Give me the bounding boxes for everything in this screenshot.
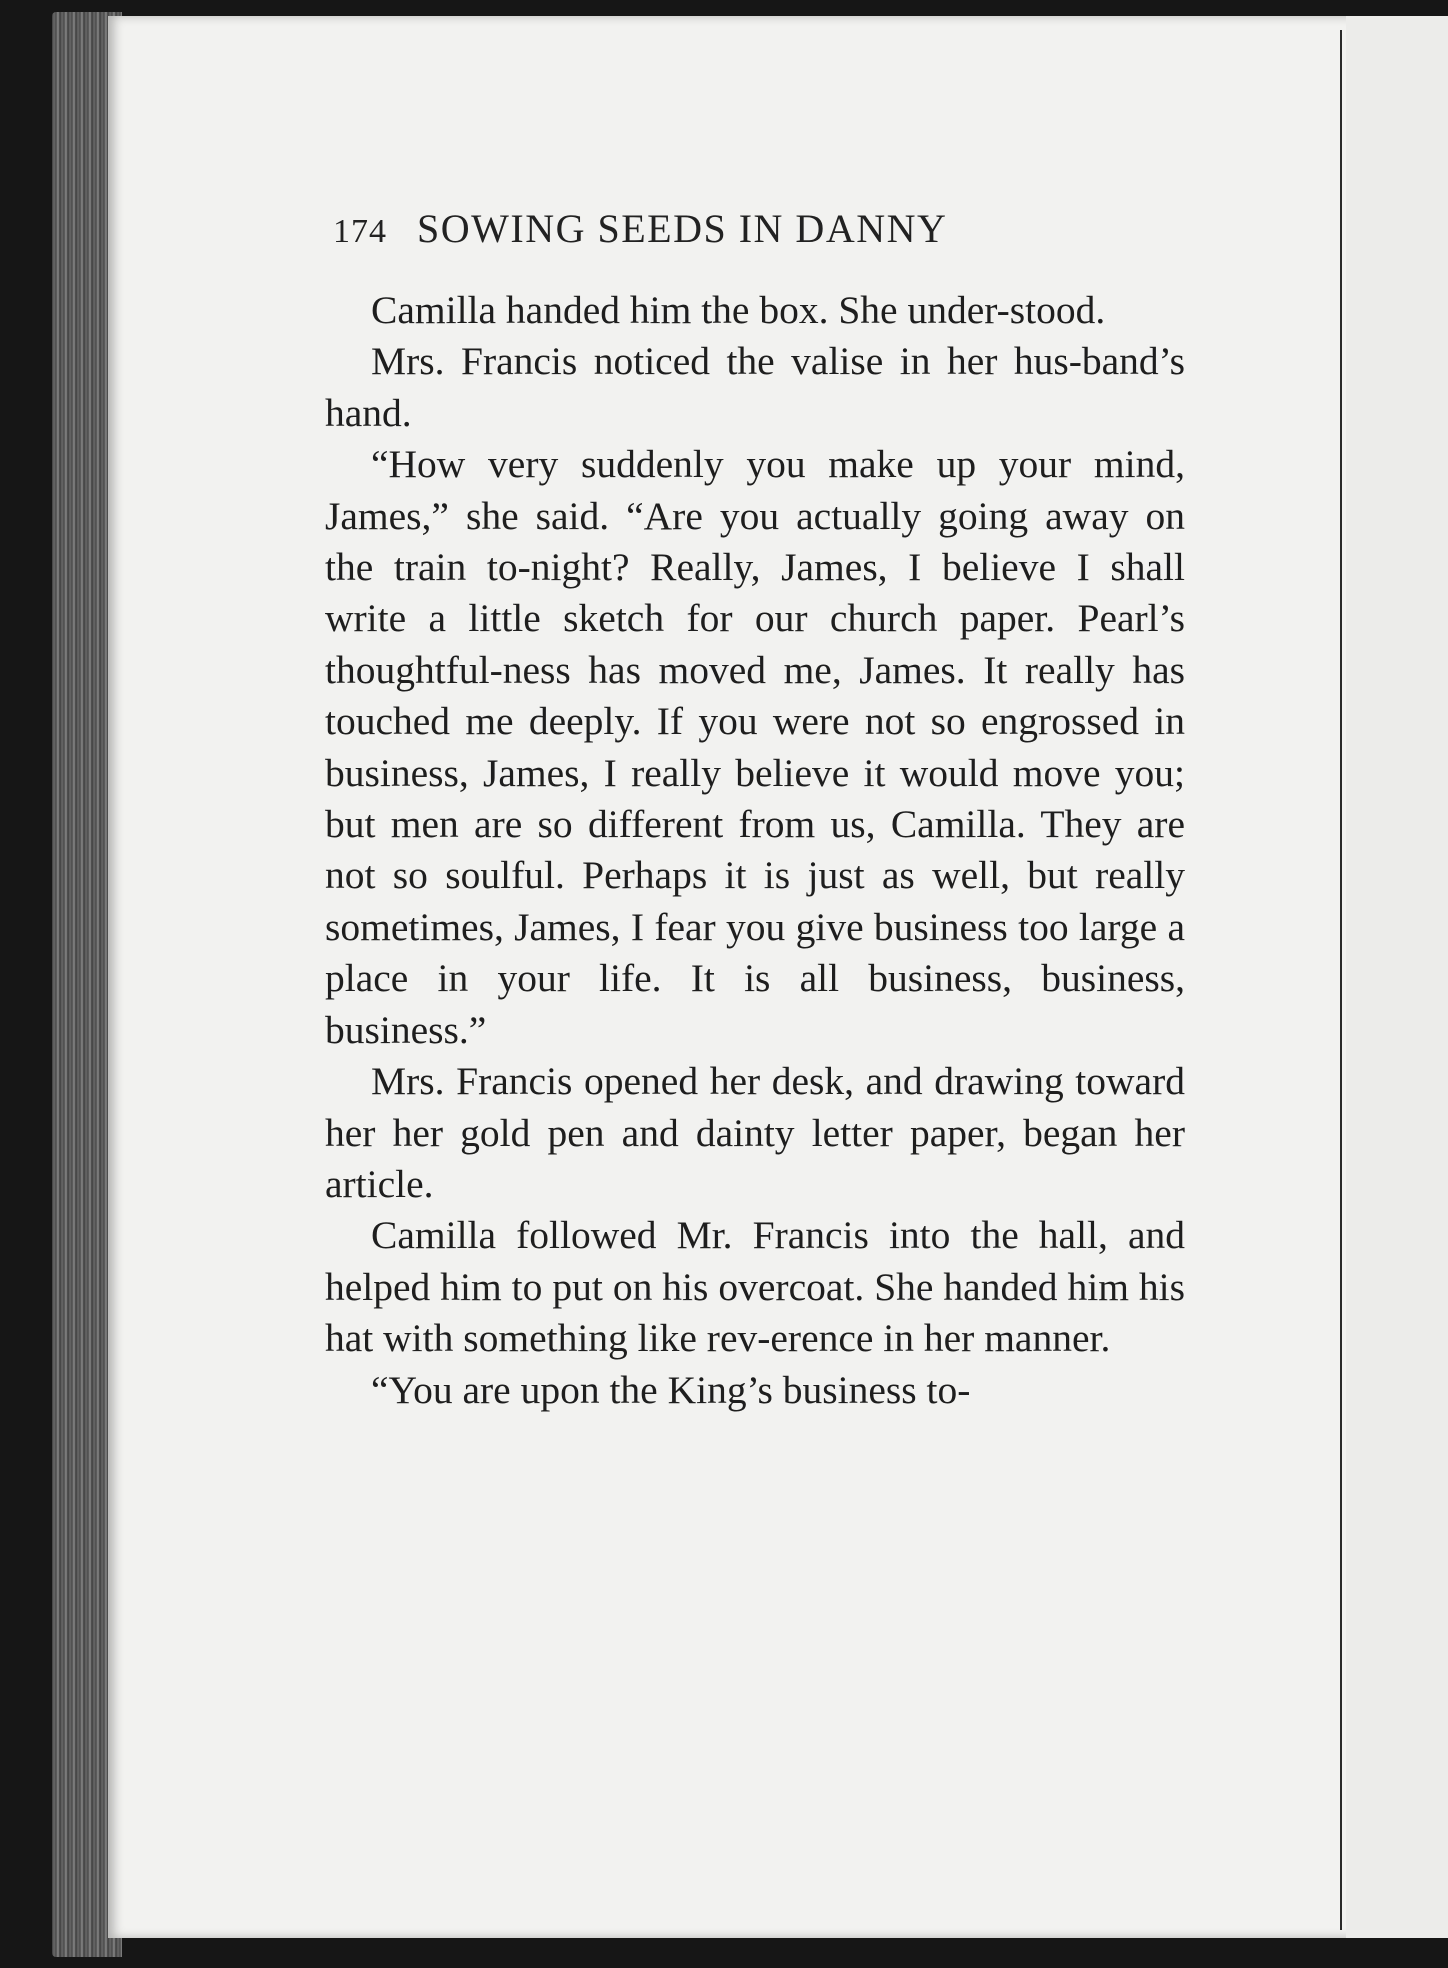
paragraph: Camilla followed Mr. Francis into the hall, and helped him to put on his overcoat. She handed him his hat with something like rev-erence in her manner. [325, 1213, 1185, 1361]
body-text [325, 285, 1185, 1416]
page-number: 174 [333, 213, 387, 250]
facing-page-edge [1346, 16, 1448, 1938]
paragraph: Mrs. Francis opened her desk, and drawing toward her her gold pen and dainty letter paper, began her article. [325, 1059, 1185, 1206]
paragraph: “How very suddenly you make up your mind, James,” she said. “Are you actually going away on the train to-night? Really, James, I believe I shall write a little sketch for our church paper. Pearl’s thoughtful-ness has moved me, James. It really has touched me deeply. If you were not so engrossed in business, James, I really believe it would move you; but men are so different from us, Camilla. They are not so soulful. Perhaps it is just as well, but really sometimes, James, I fear you give business too large a place in your life. It is all business, business, business.” [325, 442, 1185, 1052]
running-head [333, 205, 1073, 252]
paragraph: “You are upon the King’s business to- [371, 1367, 971, 1412]
paragraph: Camilla handed him the box. She under-stood. [371, 288, 1106, 332]
gutter-line [1340, 30, 1342, 1930]
paragraph: Mrs. Francis noticed the valise in her hus-band’s hand. [325, 339, 1185, 435]
book-title: SOWING SEEDS IN DANNY [417, 206, 948, 251]
